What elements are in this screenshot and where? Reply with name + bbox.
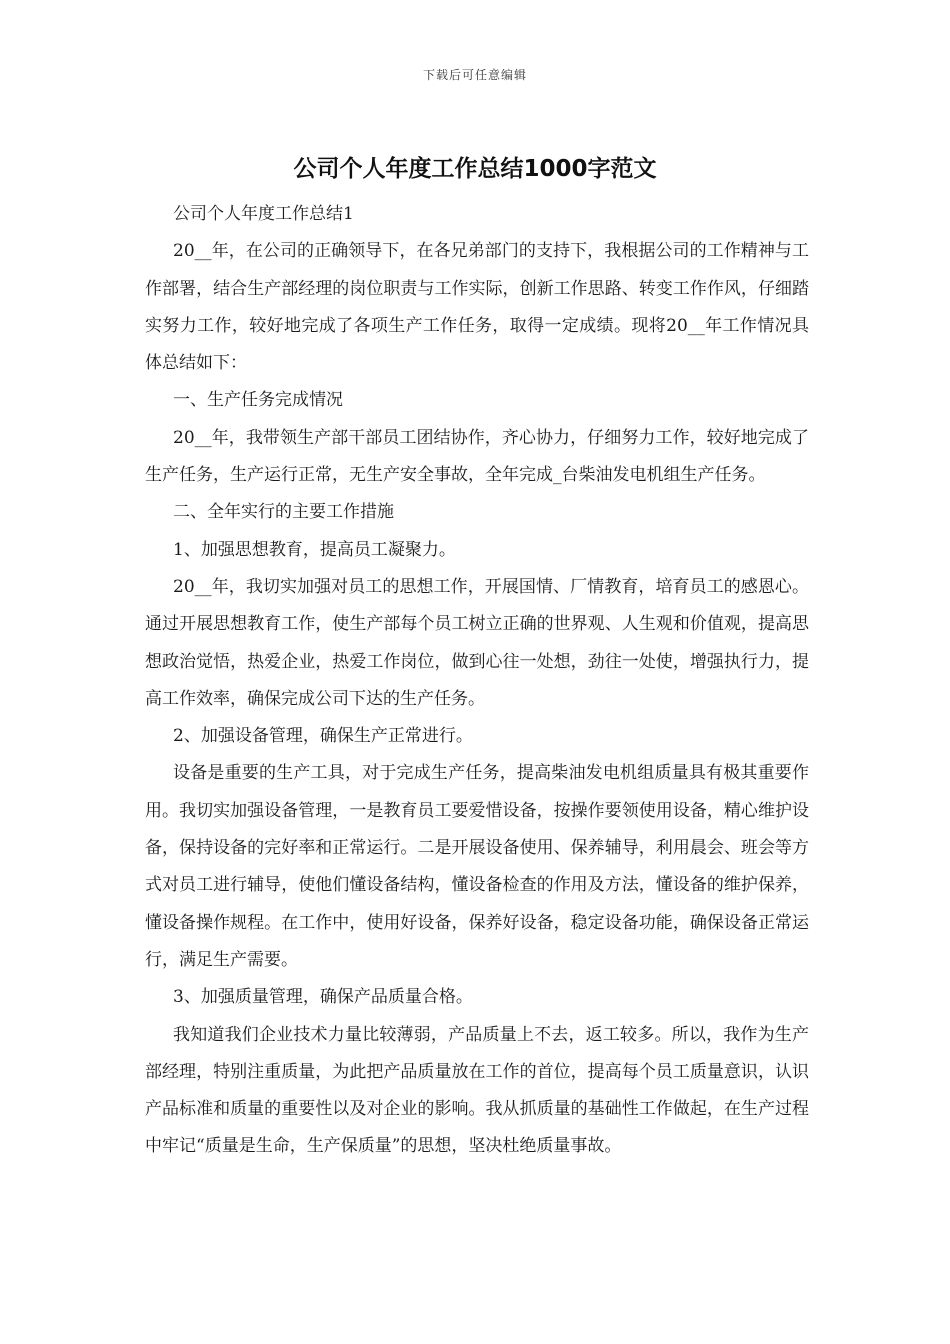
paragraph-education: 20__年，我切实加强对员工的思想工作，开展国情、厂情教育，培育员工的感恩心。通过开展思想教育工作，使生产部每个员工树立正确的世界观、人生观和价值观，提高思想政治觉悟，热爱企业，热爱工作岗位，做到心往一处想，劲往一处使，增强执行力，提高工作效率，确保完成公司下达的生产任务。 (145, 576, 809, 709)
paragraph-subtitle: 公司个人年度工作总结1 (173, 204, 354, 224)
document-title: 公司个人年度工作总结1000字范文 (293, 156, 657, 182)
subheading-1: 1、加强思想教育，提高员工凝聚力。 (173, 539, 456, 560)
subheading-3: 3、加强质量管理，确保产品质量合格。 (173, 987, 473, 1008)
paragraph-equipment: 设备是重要的生产工具，对于完成生产任务，提高柴油发电机组质量具有极其重要作用。我切实加强设备管理，一是教育员工要爱惜设备，按操作要领使用设备，精心维护设备，保持设备的完好率和正常运行。二是开展设备使用、保养辅导，利用晨会、班会等方式对员工进行辅导，使他们懂设备结构，懂设备检查的作用及方法，懂设备的维护保养，懂设备操作规程。在工作中，使用好设备，保养好设备，稳定设备功能，确保设备正常运行，满足生产需要。 (145, 763, 809, 970)
section-heading-1: 一、生产任务完成情况 (173, 390, 343, 411)
document-body (145, 196, 809, 1166)
section-heading-2: 二、全年实行的主要工作措施 (173, 502, 394, 523)
subheading-2: 2、加强设备管理，确保生产正常进行。 (173, 726, 473, 747)
paragraph-intro: 20__年，在公司的正确领导下，在各兄弟部门的支持下，我根据公司的工作精神与工作部署，结合生产部经理的岗位职责与工作实际，创新工作思路、转变工作作风，仔细踏实努力工作，较好地完成了各项生产工作任务，取得一定成绩。现将20__年工作情况具体总结如下： (145, 241, 809, 374)
paragraph-production: 20__年，我带领生产部干部员工团结协作，齐心协力，仔细努力工作，较好地完成了生产任务，生产运行正常，无生产安全事故，全年完成_台柴油发电机组生产任务。 (145, 427, 809, 486)
paragraph-quality: 我知道我们企业技术力量比较薄弱，产品质量上不去，返工较多。所以，我作为生产部经理，特别注重质量，为此把产品质量放在工作的首位，提高每个员工质量意识，认识产品标准和质量的重要性以及对企业的影响。我从抓质量的基础性工作做起，在生产过程中牢记“质量是生命，生产保质量”的思想，坚决杜绝质量事故。 (145, 1024, 809, 1157)
header-note: 下载后可任意编辑 (422, 68, 527, 82)
